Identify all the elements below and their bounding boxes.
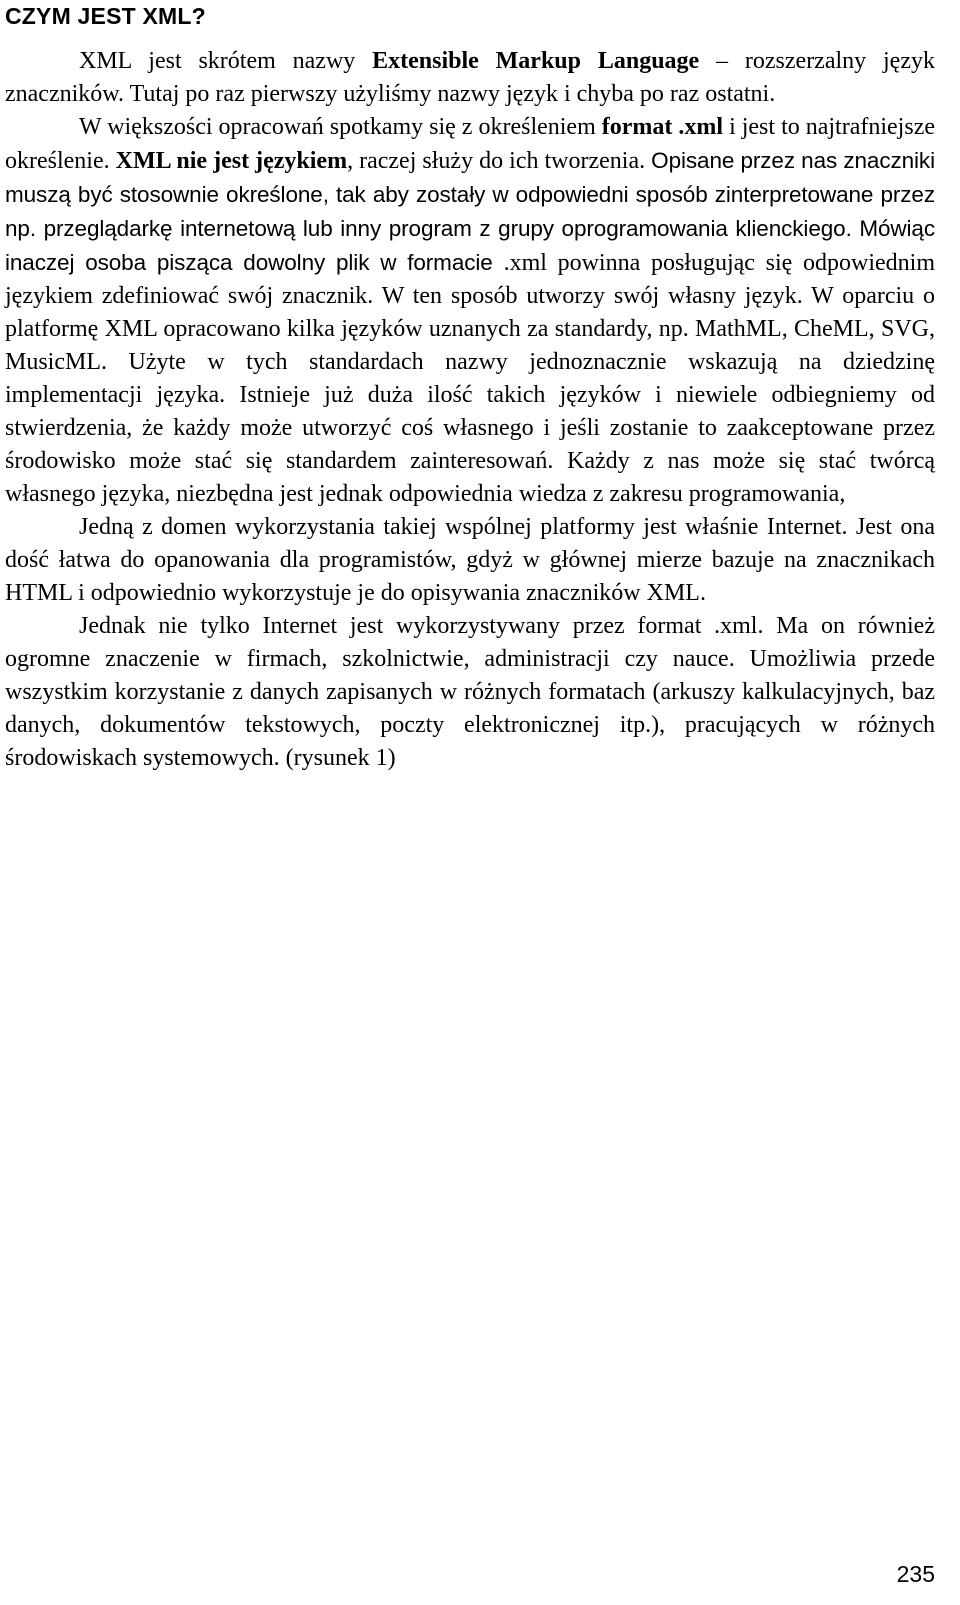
body-text <box>5 45 935 775</box>
paragraph-2 <box>5 111 935 511</box>
section-heading: CZYM JEST XML? <box>5 3 206 29</box>
p2-text-3: , raczej służy do ich tworzenia. <box>347 148 652 174</box>
p2-text-5: .xml powinna posługując się odpowiednim językiem zdefiniować swój znacznik. W ten sposób utworzy swój własny język. W oparciu o platformę XML opracowano kilka języków uznanych za standardy, np. MathML, CheML, SVG, MusicML. Użyte w tych standardach nazwy jednoznacznie wskazują na dziedzinę implementacji języka. Istnieje już duża ilość takich języków i niewiele odbiegniemy od stwierdzenia, że każdy może utworzyć coś własnego i jeśli zostanie to zaakceptowane przez środowisko może stać się standardem zainteresowań. Każdy z nas może się stać twórcą własnego języka, niezbędna jest jednak odpowiednia wiedza z zakresu programowania, <box>5 250 935 507</box>
p2-bold-format: format .xml <box>601 114 724 140</box>
p2-text-1: W większości opracowań spotkamy się z określeniem <box>79 114 602 140</box>
p1-text-1: XML jest skrótem nazwy <box>79 48 373 74</box>
paragraph-1 <box>5 45 935 111</box>
paragraph-3: Jedną z domen wykorzystania takiej wspólnej platformy jest właśnie Internet. Jest ona dość łatwa do opanowania dla programistów, gdyż w głównej mierze bazuje na znacznikach HTML i odpowiednio wykorzystuje je do opisywania znaczników XML. <box>5 514 935 606</box>
p1-text-2: – rozszerzalny język znaczników. Tutaj po raz pierwszy użyliśmy nazwy język i chyba po raz ostatni. <box>5 48 935 107</box>
paragraph-4: Jednak nie tylko Internet jest wykorzystywany przez format .xml. Ma on również ogromne znaczenie w firmach, szkolnictwie, administracji czy nauce. Umożliwia przede wszystkim korzystanie z danych zapisanych w różnych formatach (arkuszy kalkulacyjnych, baz danych, dokumentów tekstowych, poczty elektronicznej itp.), pracujących w różnych środowiskach systemowych. (rysunek 1) <box>5 613 935 771</box>
p2-bold-statement: XML nie jest językiem <box>115 148 348 174</box>
p2-text-4: Opisane przez nas znaczniki muszą być stosownie określone, tak aby zostały w odpowiedni sposób zinterpretowane przez np. przeglądarkę internetową lub inny program z grupy oprogramowania klienckiego. Mówiąc inaczej osoba pisząca dowolny plik w formacie <box>5 148 935 275</box>
p2-text-2: i jest to najtrafniejsze określenie. <box>5 114 935 174</box>
page-number: 235 <box>896 1561 935 1587</box>
p1-bold-term: Extensible Markup Language <box>372 48 700 74</box>
